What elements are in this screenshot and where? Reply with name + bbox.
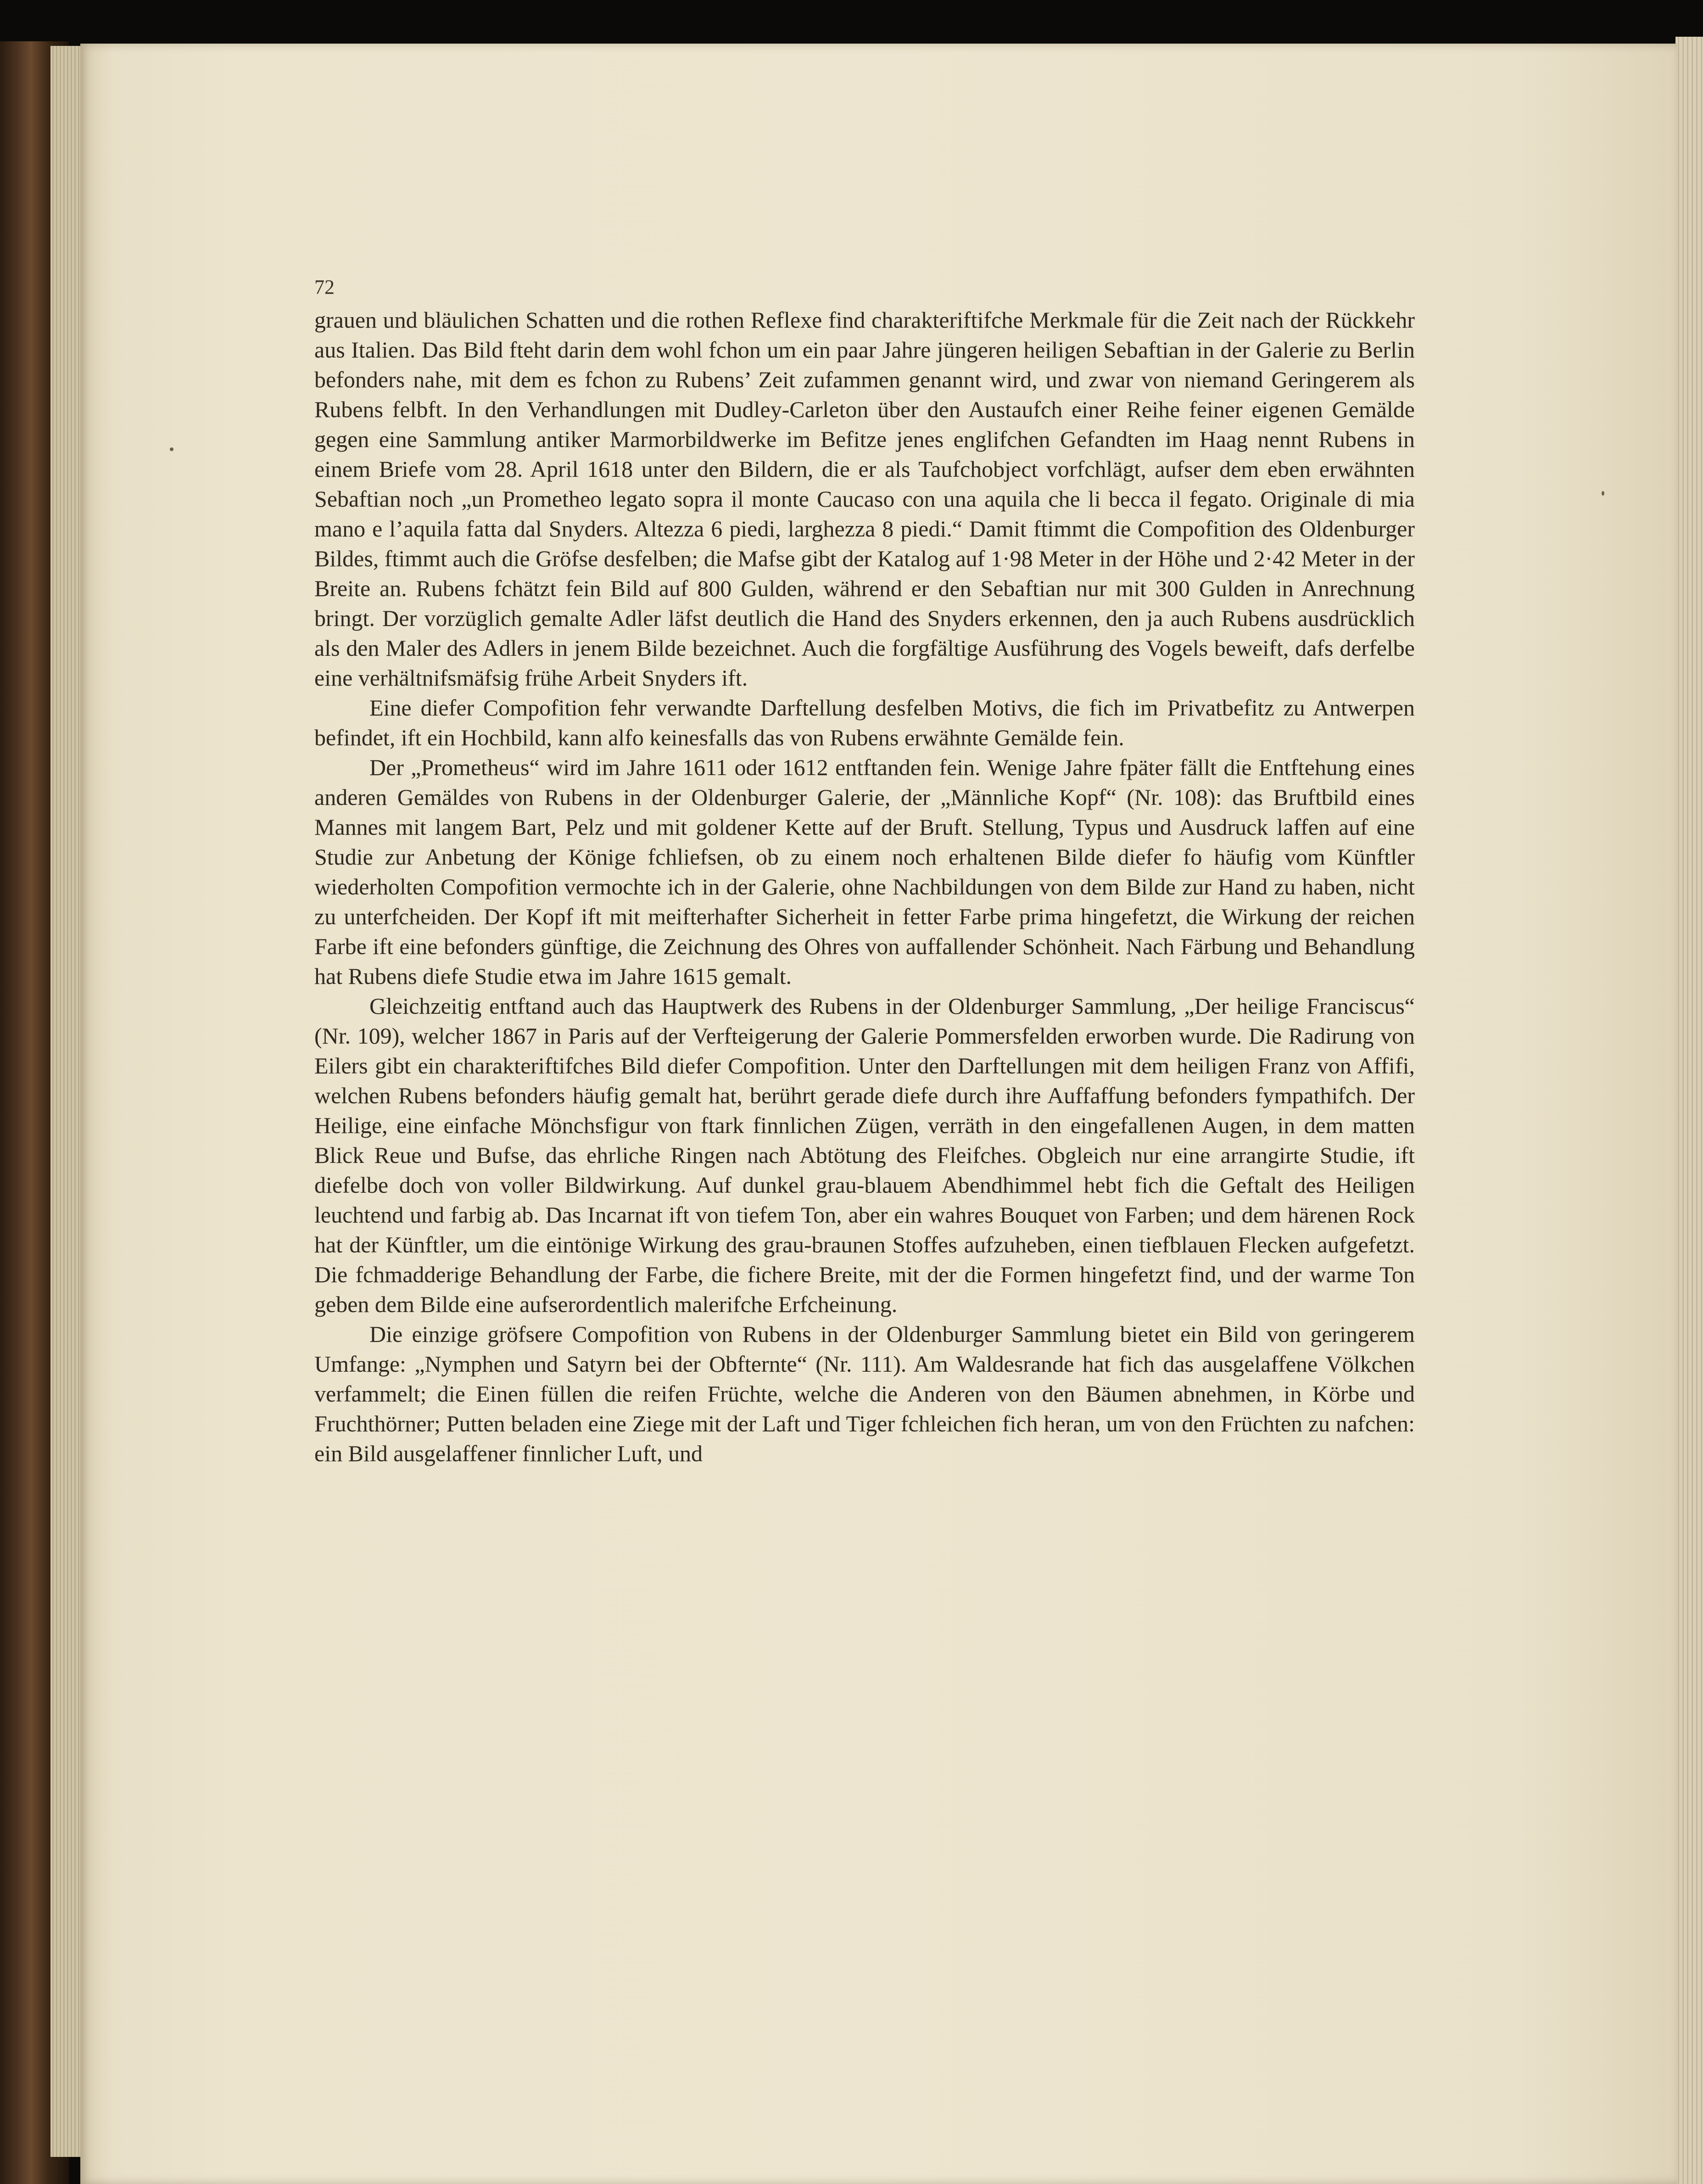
- paragraph: Der „Prometheus“ wird im Jahre 1611 oder 1612 entftanden fein. Wenige Jahre fpäter fällt die Entftehung eines anderen Gemäldes von Rubens in der Oldenburger Galerie, der „Männliche Kopf“ (Nr. 108): das Bruftbild eines Mannes mit langem Bart, Pelz und mit goldener Kette auf der Bruft. Stellung, Typus und Ausdruck laffen auf eine Studie zur Anbetung der Könige fchliefsen, ob zu einem noch erhaltenen Bilde diefer fo häufig vom Künftler wiederholten Compofition vermochte ich in der Galerie, ohne Nachbildungen von dem Bilde zur Hand zu haben, nicht zu unterfcheiden. Der Kopf ift mit meifterhafter Sicherheit in fetter Farbe prima hingefetzt, die Wirkung der reichen Farbe ift eine befonders günftige, die Zeichnung des Ohres von auffallender Schönheit. Nach Färbung und Behandlung hat Rubens diefe Studie etwa im Jahre 1615 gemalt.: [314, 754, 1415, 989]
- paragraph: Gleichzeitig entftand auch das Hauptwerk des Rubens in der Oldenburger Sammlung, „Der heilige Franciscus“ (Nr. 109), welcher 1867 in Paris auf der Verfteigerung der Galerie Pommersfelden erworben wurde. Die Radirung von Eilers gibt ein charakteriftifches Bild diefer Compofition. Unter den Darftellungen mit dem heiligen Franz von Affifi, welchen Rubens befonders häufig gemalt hat, berührt gerade diefe durch ihre Auffaffung befonders fympathifch. Der Heilige, eine einfache Mönchsfigur von ftark finnlichen Zügen, verräth in den eingefallenen Augen, in dem matten Blick Reue und Bufse, das ehrliche Ringen nach Abtötung des Fleifches. Obgleich nur eine arrangirte Studie, ift diefelbe doch von voller Bildwirkung. Auf dunkel grau-blauem Abendhimmel hebt fich die Geftalt des Heiligen leuchtend und farbig ab. Das Incarnat ift von tiefem Ton, aber ein wahres Bouquet von Farben; und dem härenen Rock hat der Künftler, um die eintönige Wirkung des grau-braunen Stoffes aufzuheben, einen tiefblauen Flecken aufgefetzt. Die fchmadderige Behandlung der Farbe, die fichere Breite, mit der die Formen hingefetzt find, und der warme Ton geben dem Bilde eine aufserordentlich malerifche Erfcheinung.: [314, 993, 1415, 1317]
- body-text: [314, 305, 1415, 1469]
- paragraph: grauen und bläulichen Schatten und die rothen Reflexe find charakteriftifche Merkmale für die Zeit nach der Rückkehr aus Italien. Das Bild fteht darin dem wohl fchon um ein paar Jahre jüngeren heiligen Sebaftian in der Galerie zu Berlin befonders nahe, mit dem es fchon zu Rubens’ Zeit zufammen genannt wird, und zwar von niemand Geringerem als Rubens felbft. In den Verhandlungen mit Dudley-Carleton über den Austaufch einer Reihe feiner eigenen Gemälde gegen eine Sammlung antiker Marmorbildwerke im Befitze jenes englifchen Gefandten im Haag nennt Rubens in einem Briefe vom 28. April 1618 unter den Bildern, die er als Taufchobject vorfchlägt, aufser dem eben erwähnten Sebaftian noch „un Prometheo legato sopra il monte Caucaso con una aquila che li becca il fegato. Originale di mia mano e l’aquila fatta dal Snyders. Altezza 6 piedi, larghezza 8 piedi.“ Damit ftimmt die Compofition des Oldenburger Bildes, ftimmt auch die Gröfse desfelben; die Mafse gibt der Katalog auf 1·98 Meter in der Höhe und 2·42 Meter in der Breite an. Rubens fchätzt fein Bild auf 800 Gulden, während er den Sebaftian nur mit 300 Gulden in Anrechnung bringt. Der vorzüglich gemalte Adler läfst deutlich die Hand des Snyders erkennen, den ja auch Rubens ausdrücklich als den Maler des Adlers in jenem Bilde bezeichnet. Auch die forgfältige Ausführung des Vogels beweift, dafs derfelbe eine verhältnifsmäfsig frühe Arbeit Snyders ift.: [314, 307, 1415, 691]
- paragraph: Die einzige gröfsere Compofition von Rubens in der Oldenburger Sammlung bietet ein Bild von geringerem Umfange: „Nymphen und Satyrn bei der Obfternte“ (Nr. 111). Am Waldesrande hat fich das ausgelaffene Völkchen verfammelt; die Einen füllen die reifen Früchte, welche die Anderen von den Bäumen abnehmen, in Körbe und Fruchthörner; Putten beladen eine Ziege mit der Laft und Tiger fchleichen fich heran, um von den Früchten zu nafchen: ein Bild ausgelaffener finnlicher Luft, und: [314, 1321, 1415, 1466]
- paper-speck: [1602, 491, 1604, 496]
- page-number: 72: [314, 276, 335, 298]
- page-stack-left: [50, 46, 83, 2157]
- paragraph: Eine diefer Compofition fehr verwandte Darftellung desfelben Motivs, die fich im Privatbefitz zu Antwerpen befindet, ift ein Hochbild, kann alfo keinesfalls das von Rubens erwähnte Gemälde fein.: [314, 695, 1415, 750]
- paper-speck: [170, 447, 173, 451]
- page-stack-right: [1675, 37, 1703, 2184]
